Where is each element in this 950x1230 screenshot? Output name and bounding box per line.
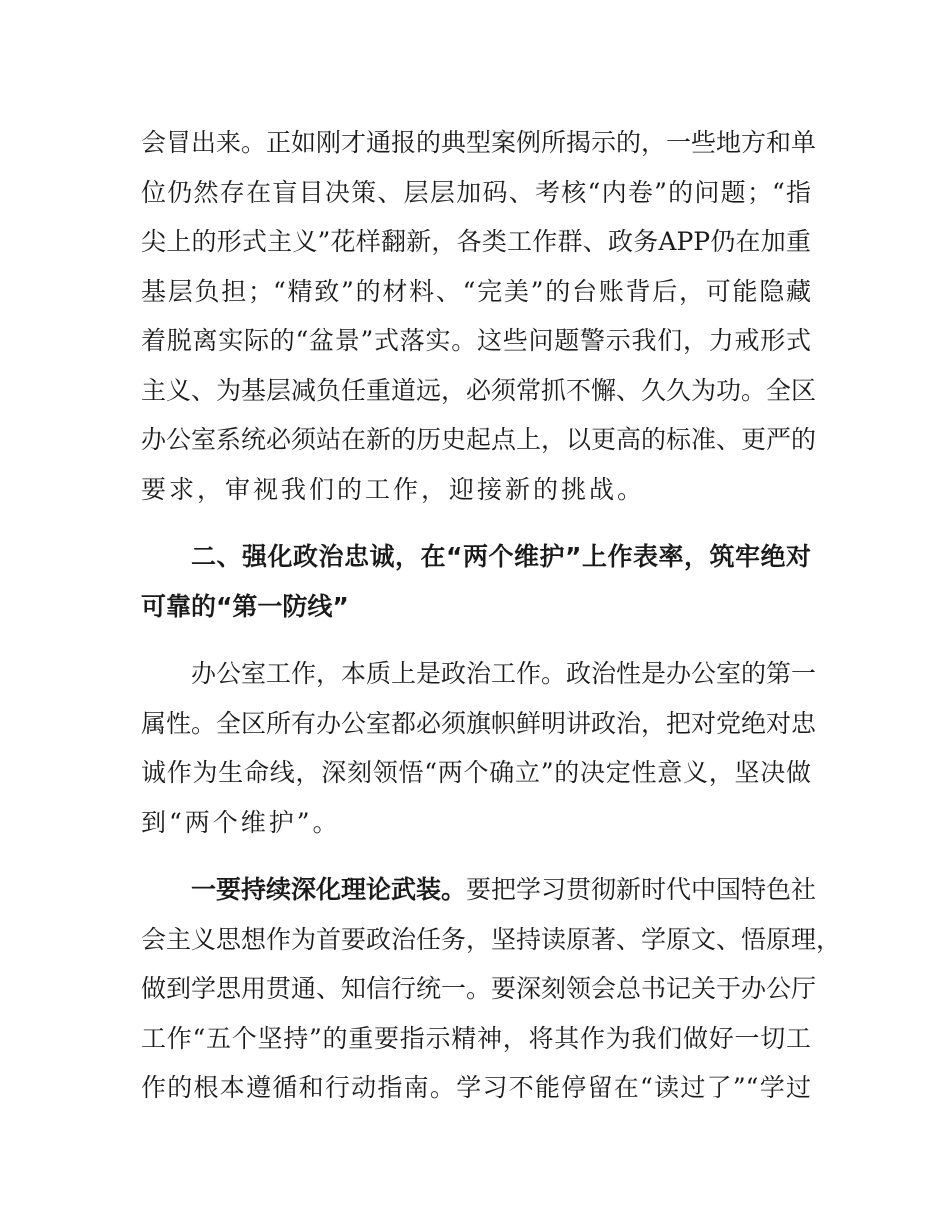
text-line: 位仍然存在盲目决策、层层加码、考核“内卷”的问题；“指: [141, 177, 811, 207]
text-line: 到“两个维护”。: [141, 807, 341, 837]
paragraph-intro: [141, 118, 817, 514]
text-line: 工作“五个坚持”的重要指示精神，将其作为我们做好一切工: [141, 1023, 811, 1053]
text-run: 要把学习贯彻新时代中国特色社: [466, 875, 817, 904]
text-line: 做到学思用贯通、知信行统一。要深刻领会总书记关于办公厅: [141, 974, 817, 1003]
paragraph-gap: [141, 631, 811, 649]
paragraph-theory: [141, 865, 842, 1113]
text-line: 基层负担；“精致”的材料、“完美”的台账背后，可能隐藏: [141, 276, 811, 306]
text-line: 主义、为基层减负任重道远，必须常抓不懈、久久为功。全区: [141, 375, 817, 405]
text-line: 属性。全区所有办公室都必须旗帜鲜明讲政治，把对党绝对忠: [141, 708, 817, 738]
text-line: 办公室系统必须站在新的历史起点上，以更高的标准、更严的: [141, 425, 817, 454]
document-body: [141, 118, 842, 1113]
paragraph-political: [141, 649, 817, 847]
paragraph-gap: [141, 514, 811, 532]
heading-line: 二、强化政治忠诚，在“两个维护”上作表率，筑牢绝对: [191, 542, 811, 571]
text-line: 诚作为生命线，深刻领悟“两个确立”的决定性意义，坚决做: [141, 758, 811, 787]
paragraph-gap: [141, 847, 811, 865]
text-line: 会主义思想作为首要政治任务，坚持读原著、学原文、悟原理，: [141, 924, 842, 954]
text-line: 作的根本遵循和行动指南。学习不能停留在“读过了”“学过: [141, 1073, 811, 1102]
text-line: 尖上的形式主义”花样翻新，各类工作群、政务APP仍在加重: [141, 227, 811, 256]
text-line: 会冒出来。正如刚才通报的典型案例所揭示的，一些地方和单: [141, 128, 817, 157]
section-heading: [141, 532, 811, 631]
paragraph-lead: 一要持续深化理论武装。: [191, 875, 467, 904]
heading-line: 可靠的“第一防线”: [141, 591, 349, 621]
text-line: 要求，审视我们的工作，迎接新的挑战。: [141, 474, 646, 504]
text-line: [141, 865, 817, 915]
text-line: 着脱离实际的“盆景”式落实。这些问题警示我们，力戒形式: [141, 326, 811, 355]
text-line: 办公室工作，本质上是政治工作。政治性是办公室的第一: [191, 659, 817, 688]
